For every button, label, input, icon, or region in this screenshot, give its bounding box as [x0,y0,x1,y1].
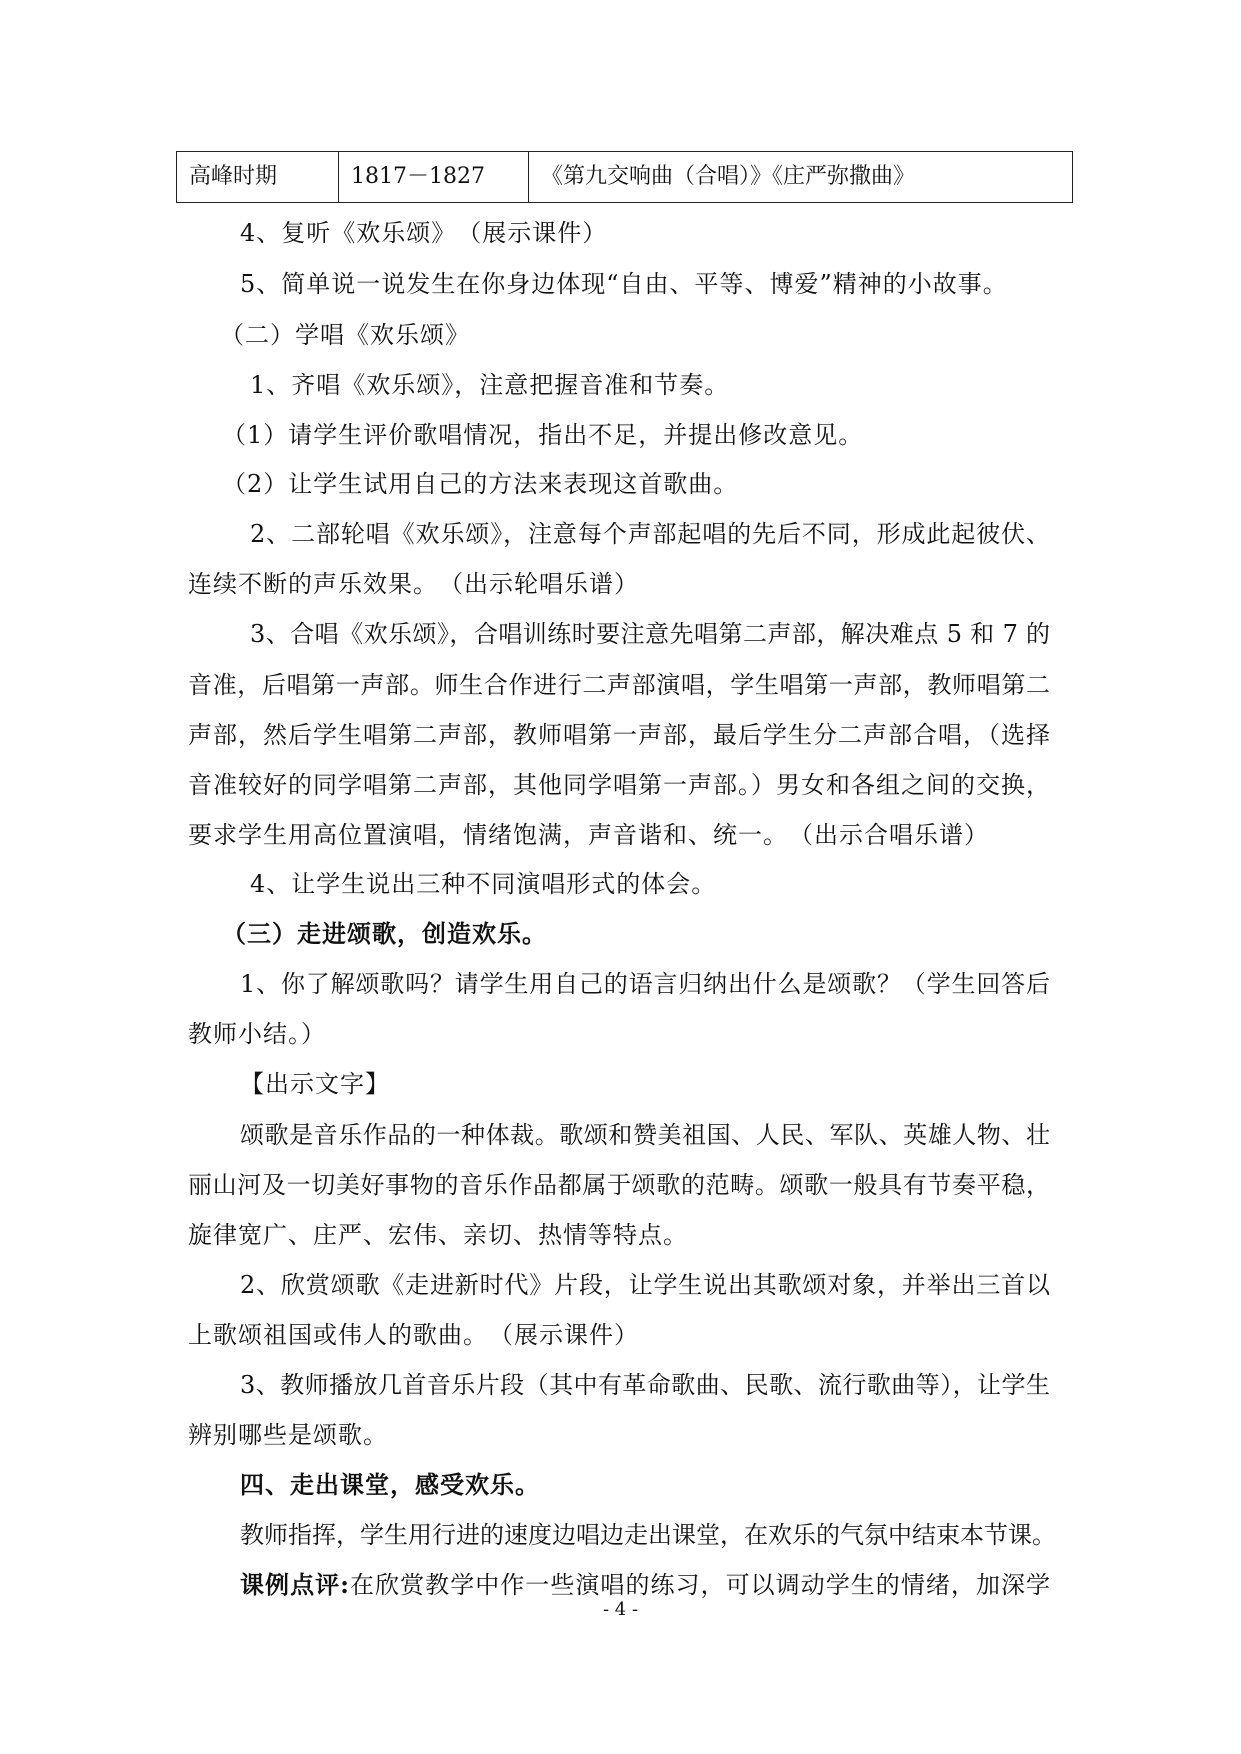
line-story: 5、简单说一说发生在你身边体现“自由、平等、博爱”精神的小故事。 [240,270,1008,298]
table-row [177,152,1073,203]
line-ode-question: 1、你了解颂歌吗？请学生用自己的语言归纳出什么是颂歌？（学生回答后 [240,970,1050,998]
line-ode-definition-2: 丽山河及一切美好事物的音乐作品都属于颂歌的范畴。颂歌一般具有节奏平稳， [188,1171,1050,1199]
line-evaluate: （1）请学生评价歌唱情况，指出不足，并提出修改意见。 [222,421,864,449]
line-chorus-4: 音准较好的同学唱第二声部，其他同学唱第一声部。）男女和各组之间的交换， [188,771,1050,799]
line-round-effect: 连续不断的声乐效果。 （出示轮唱乐谱） [188,570,639,598]
line-own-method: （2）让学生试用自己的方法来表现这首歌曲。 [222,470,739,498]
line-ode-definition-3: 旋律宽广、庄严、宏伟、亲切、热情等特点。 [188,1221,688,1249]
line-conduct: 教师指挥，学生用行进的速度边唱边走出课堂，在欢乐的气氛中结束本节课。 [240,1521,1056,1549]
line-new-era: 2、欣赏颂歌《走进新时代》片段，让学生说出其歌颂对象，并举出三首以 [240,1271,1050,1299]
line-chorus-2: 音准，后唱第一声部。师生合作进行二声部演唱，学生唱第一声部，教师唱第二 [188,671,1050,699]
period-cell: 高峰时期 [177,152,339,203]
line-show-text: 【出示文字】 [240,1070,390,1098]
comment-line [240,1568,1050,1602]
line-teacher-summary: 教师小结。） [188,1020,326,1048]
section-heading-ode: （三）走进颂歌，创造欢乐。 [222,919,547,948]
line-chorus-5: 要求学生用高位置演唱，情绪饱满，声音谐和、统一。 （出示合唱乐谱） [188,821,989,849]
line-chorus: 3、合唱《欢乐颂》，合唱训练时要注意先唱第二声部，解决难点 5 和 7 的 [250,620,1050,648]
comment-text: 在欣赏教学中作一些演唱的练习，可以调动学生的情绪，加深学 [349,1571,1051,1599]
line-ode-definition: 颂歌是音乐作品的一种体裁。歌颂和赞美祖国、人民、军队、英雄人物、壮 [240,1121,1050,1149]
line-play-clips: 3、教师播放几首音乐片段（其中有革命歌曲、民歌、流行歌曲等），让学生 [240,1371,1050,1399]
line-experience: 4、让学生说出三种不同演唱形式的体会。 [250,870,717,898]
comment-label: 课例点评: [240,1570,350,1599]
line-review-song: 4、复听《欢乐颂》 （展示课件） [240,219,608,247]
section-heading-learn-song: （二）学唱《欢乐颂》 [220,321,470,349]
line-chorus-3: 声部，然后学生唱第二声部，教师唱第一声部，最后学生分二声部合唱，（选择 [188,721,1050,749]
works-cell: 《第九交响曲（合唱）》《庄严弥撒曲》 [529,152,1073,203]
years-cell: 1817－1827 [339,152,529,203]
line-new-era-2: 上歌颂祖国或伟人的歌曲。 （展示课件） [188,1321,639,1349]
line-play-clips-2: 辨别哪些是颂歌。 [188,1421,388,1449]
line-unison: 1、齐唱《欢乐颂》，注意把握音准和节奏。 [250,371,730,399]
page-number: - 4 - [602,1599,639,1620]
line-round-singing: 2、二部轮唱《欢乐颂》，注意每个声部起唱的先后不同，形成此起彼伏、 [250,520,1050,548]
period-table [176,151,1073,203]
section-heading-leave-class: 四、走出课堂，感受欢乐。 [240,1470,540,1499]
